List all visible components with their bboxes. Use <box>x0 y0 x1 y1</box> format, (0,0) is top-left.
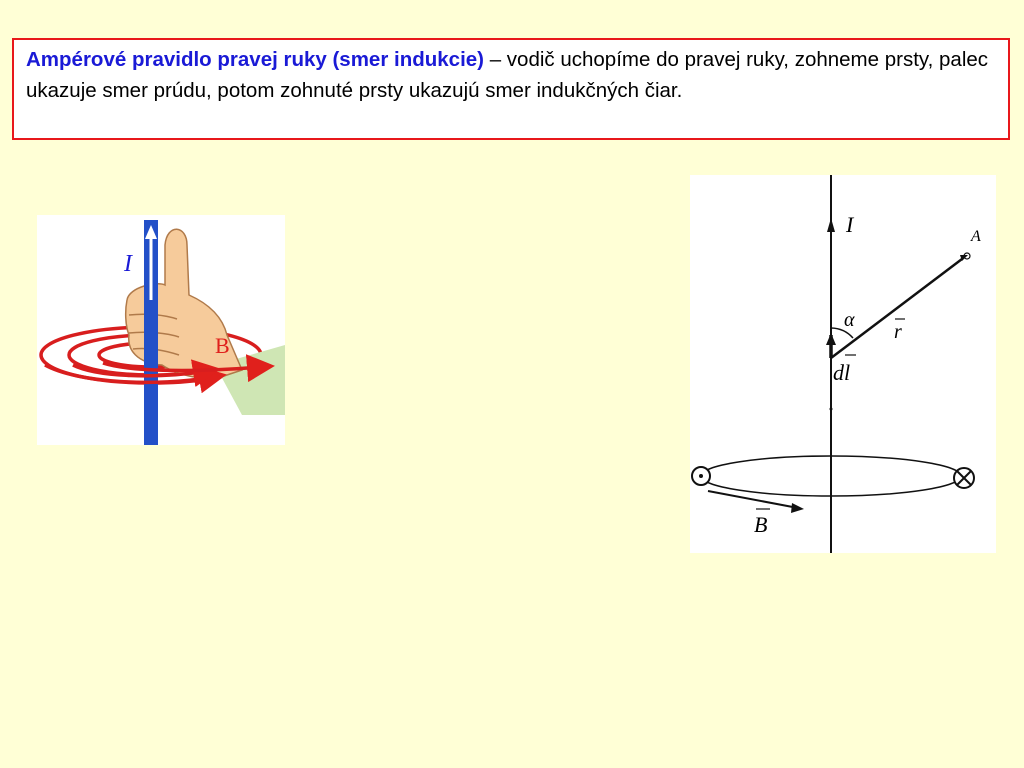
element-label: dl <box>833 360 851 385</box>
rule-title: Ampérové pravidlo pravej ruky (smer indukcie) <box>26 48 484 71</box>
point-label: A <box>971 228 981 245</box>
angle-label: α <box>844 309 855 331</box>
rule-text: – vodič uchopíme do pravej ruky, zohneme prsty, palec ukazuje smer prúdu, potom zohnuté prsty ukazujú smer indukčných čiar. <box>26 48 989 102</box>
current-label: I <box>846 212 854 237</box>
right-hand-rule-figure <box>37 215 285 445</box>
current-label: I <box>124 251 132 277</box>
field-label: B <box>754 512 768 537</box>
field-vector <box>708 491 798 508</box>
field-label: B <box>215 333 230 358</box>
rule-textbox <box>12 38 1010 140</box>
radius-label: r <box>894 321 902 343</box>
biot-savart-figure <box>690 175 996 553</box>
